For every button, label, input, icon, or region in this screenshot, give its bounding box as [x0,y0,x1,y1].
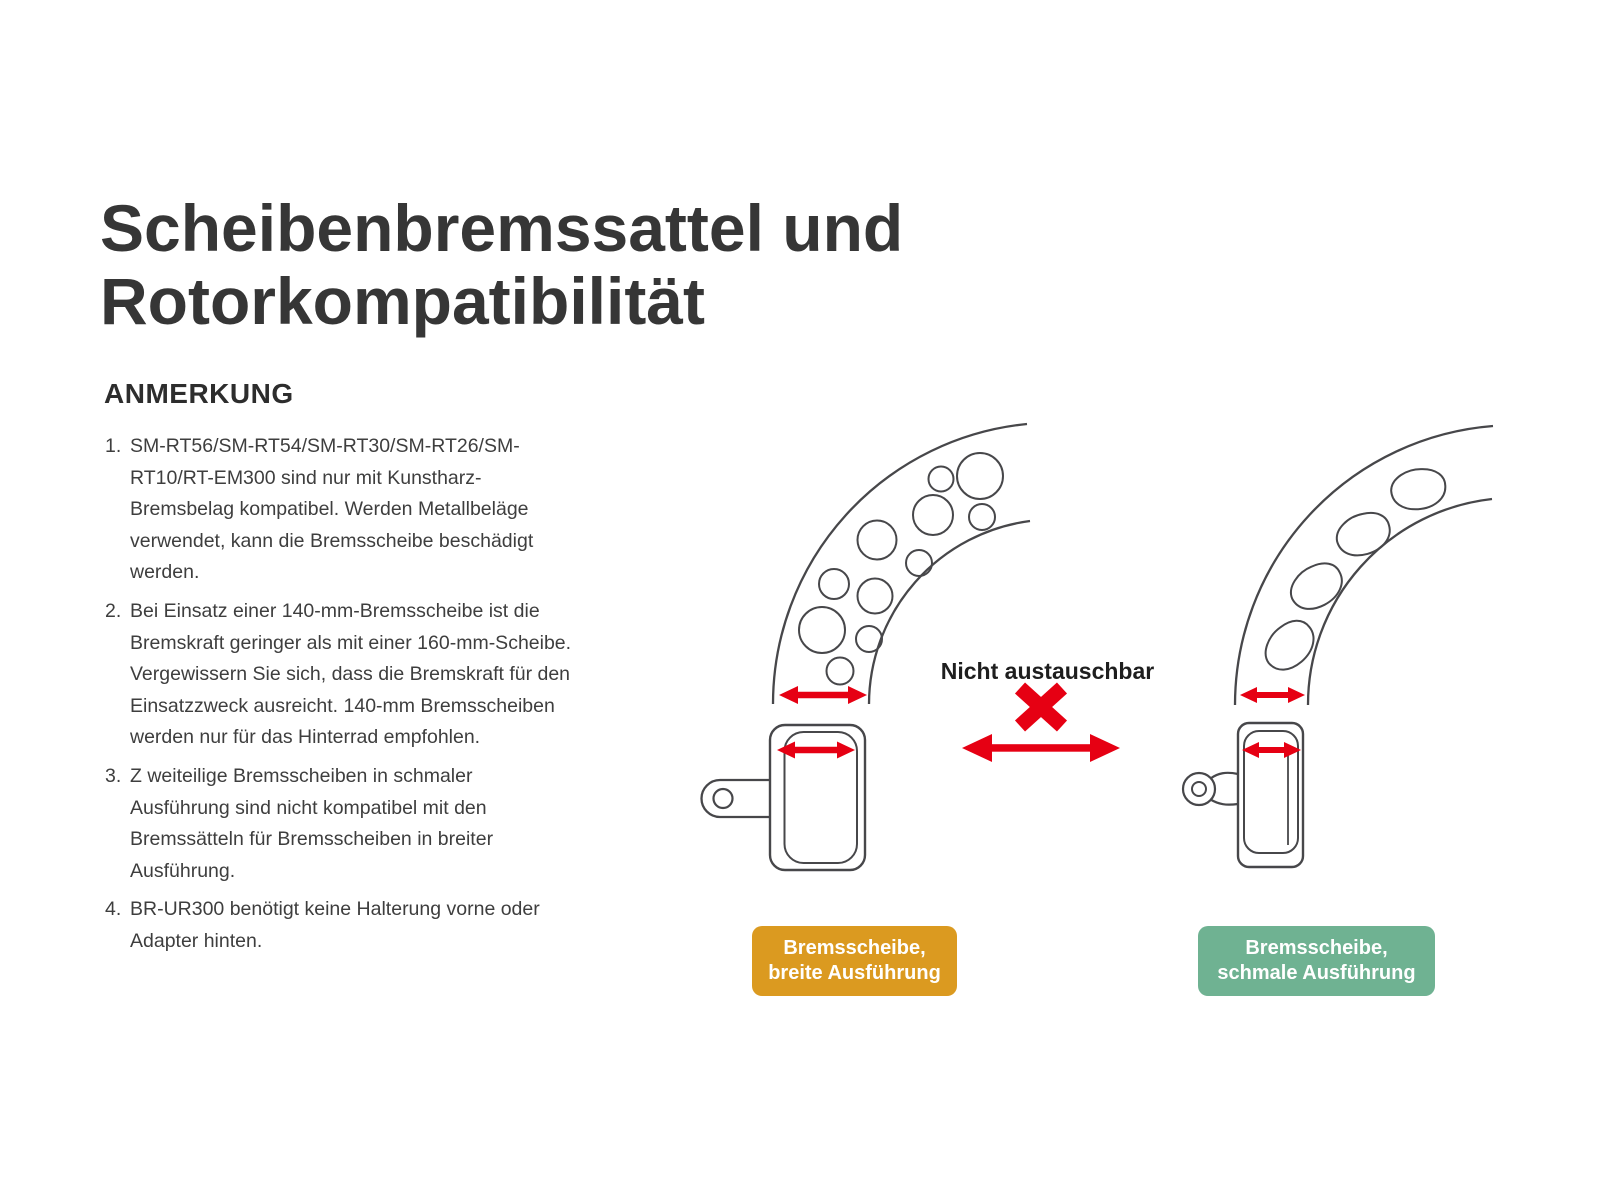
rotor-width-arrow-icon [1240,687,1305,703]
note-text: Bei Einsatz einer 140-mm-Bremsscheibe ist die Bremskraft geringer als mit einer 160-mm-Scheibe. Vergewissern Sie sich, dass die Bremskraft für den Einsatzzweck ausreicht. 140-mm Bremsscheiben werden nur für das Hinterrad empfohlen. [130,599,572,749]
rotor-width-arrow-icon [779,686,867,704]
note-text: Z weiteilige Bremsscheiben in schmaler Ausführung sind nicht kompatibel mit den Bremssätteln für Bremsscheiben in breiter Ausführung. [130,764,494,882]
note-number: 2. [105,599,122,622]
not-interchangeable-label: Nicht austauschbar [940,658,1155,684]
note-text: SM-RT56/SM-RT54/SM-RT30/SM-RT26/SM- RT10/RT-EM300 sind nur mit Kunstharz- Bremsbelag kompatibel. Werden Metallbeläge verwendet, kann die Bremsscheibe beschädigt werden. [130,435,534,584]
cross-icon [1013,684,1069,730]
note-heading: ANMERKUNG [104,378,294,409]
wide-rotor-illustration [680,405,1040,885]
narrow-rotor-holes [1258,462,1451,680]
notes-list [105,431,645,965]
double-arrow-icon [956,726,1126,770]
narrow-brake-pad [1183,723,1303,867]
narrow-rotor-arc [1235,426,1493,705]
narrow-rotor-illustration [1140,405,1510,885]
note-text: BR-UR300 benötigt keine Halterung vorne oder Adapter hinten. [130,898,540,952]
narrow-disc-badge: Bremsscheibe, schmale Ausführung [1198,926,1435,996]
wide-disc-badge: Bremsscheibe, breite Ausführung [752,926,957,996]
wide-brake-pad [702,725,866,870]
note-number: 3. [105,764,122,787]
note-number: 4. [105,898,122,921]
note-item-1 [105,431,645,589]
note-item-2 [105,596,645,754]
note-item-4 [105,894,645,957]
wide-rotor-holes [799,453,1003,685]
page-title: Scheibenbremssattel und Rotorkompatibilität [100,191,904,338]
note-number: 1. [105,435,122,457]
note-item-3 [105,761,645,887]
